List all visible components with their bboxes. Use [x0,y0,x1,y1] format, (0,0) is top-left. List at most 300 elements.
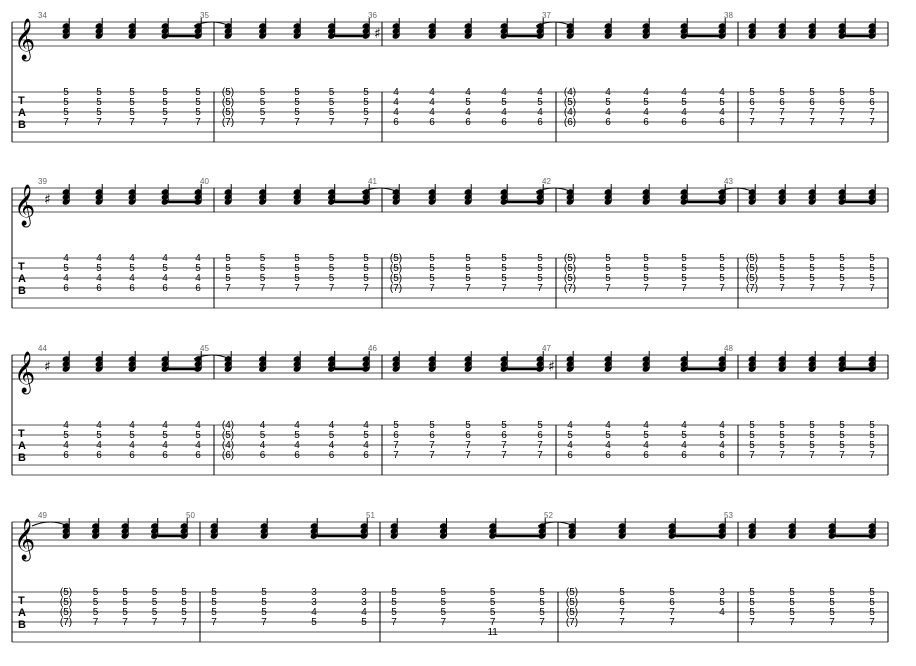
fret-number: 5 [681,97,687,108]
fret-number: 7 [809,283,815,294]
fret-number: 5 [129,263,135,274]
fret-number: 5 [328,97,335,108]
fret-number: 4 [643,107,649,118]
fret-number: 5 [363,97,369,108]
fret-number: (5) [221,97,235,108]
fret-number: (5) [221,87,235,98]
fret-number: 5 [63,107,69,118]
fret-number: 5 [96,263,102,274]
fret-number: (5) [563,97,577,108]
fret-number: 5 [869,597,875,608]
fret-number: 4 [129,253,135,264]
fret-number: 5 [440,597,447,608]
fret-number: (5) [221,430,235,441]
fret-number: 5 [643,430,649,441]
fret-number: 7 [261,617,267,628]
fret-number: 5 [151,587,158,598]
fret-number: 7 [809,117,815,128]
fret-number: 7 [465,283,471,294]
fret-number: 5 [195,263,201,274]
measure-number: 53 [724,511,733,520]
fret-number: 4 [129,420,135,431]
fret-number: 6 [465,430,471,441]
fret-number: 5 [328,273,335,284]
fret-number: 7 [779,450,785,461]
measure-number: 48 [724,344,733,353]
fret-number: 5 [122,607,128,618]
fret-number: 4 [363,420,369,431]
fret-number: 5 [501,420,507,431]
fret-number: 5 [294,430,300,441]
fret-number: 5 [294,107,300,118]
fret-number: 5 [162,97,168,108]
fret-number: 6 [501,430,507,441]
fret-number: 5 [92,597,99,608]
fret-number: 5 [779,273,785,284]
tab-clef-letter: A [18,607,26,619]
fret-number: 6 [162,450,168,461]
tab-clef-letter: T [18,261,25,273]
fret-number: 5 [259,263,266,274]
fret-number: 5 [63,87,69,98]
fret-number: 7 [429,283,435,294]
tab-clef-letter: T [18,595,25,607]
fret-number: 7 [537,450,543,461]
fret-number: (5) [389,273,403,284]
fret-number: 5 [681,253,687,264]
fret-number: 5 [719,597,725,608]
fret-number: 4 [501,107,507,118]
treble-clef-icon: 𝄞 [14,19,36,60]
fret-number: 5 [489,587,496,598]
fret-number: 6 [643,450,649,461]
fret-number: 7 [539,617,545,628]
fret-number: 7 [681,283,687,294]
fret-number: 4 [567,420,573,431]
fret-number: 5 [311,617,317,628]
fret-number: 6 [537,430,543,441]
fret-number: 4 [719,440,725,451]
fret-number: 7 [869,283,875,294]
fret-number: 4 [195,273,201,284]
fret-number: 5 [539,597,545,608]
fret-number: 4 [393,107,399,118]
fret-number: 5 [869,87,875,98]
fret-number: 5 [363,107,369,118]
fret-number: 5 [391,607,397,618]
fret-number: 3 [311,597,317,608]
fret-number: 7 [129,117,135,128]
fret-number: 7 [440,617,447,628]
fret-number: 4 [429,97,435,108]
fret-number: 4 [129,440,135,451]
sharp-icon: ♯ [44,192,51,208]
fret-number: 7 [537,440,543,451]
fret-number: 5 [619,587,625,598]
fret-number: 5 [328,253,335,264]
fret-number: 5 [162,263,168,274]
fret-number: 5 [537,273,543,284]
sharp-icon: ♯ [548,359,555,375]
fret-number: 7 [151,617,158,628]
fret-number: 7 [181,617,187,628]
fret-number: 5 [643,97,649,108]
measure-number: 51 [366,511,375,520]
fret-number: 5 [779,420,785,431]
measure-number: 44 [38,344,47,353]
fret-number: 5 [809,430,815,441]
fret-number: 7 [363,283,369,294]
fret-number: 5 [779,440,785,451]
fret-number: 5 [809,273,815,284]
fret-number: 5 [328,263,335,274]
measure-number: 52 [544,511,553,520]
fret-number: 5 [809,87,815,98]
fret-number: 5 [440,587,447,598]
fret-number: 5 [869,263,875,274]
fret-number: 5 [259,97,266,108]
fret-number: 5 [789,607,795,618]
fret-number: 7 [779,107,785,118]
fret-number: 5 [294,97,300,108]
fret-number: 4 [605,87,611,98]
fret-number: 3 [311,587,317,598]
fret-number: 7 [605,283,611,294]
fret-number: 7 [328,117,335,128]
fret-number: 5 [151,607,158,618]
fret-number: 7 [96,117,102,128]
fret-number: 5 [363,430,369,441]
fret-number: 5 [129,107,135,118]
fret-number: 4 [567,440,573,451]
tab-clef-letter: B [18,619,26,631]
fret-number: 4 [63,440,69,451]
fret-number: 5 [681,263,687,274]
fret-number: 6 [195,283,201,294]
fret-number: 5 [63,263,69,274]
fret-number: (5) [565,597,579,608]
fret-number: 5 [195,430,201,441]
fret-number: 7 [749,617,755,628]
fret-number: 5 [489,607,496,618]
fret-number: 5 [363,87,369,98]
fret-number: (4) [563,87,577,98]
fret-number: 7 [259,117,266,128]
fret-number: 5 [537,420,543,431]
fret-number: 5 [225,263,231,274]
fret-number: 6 [328,450,335,461]
treble-clef-icon: 𝄞 [14,185,36,226]
fret-number: 6 [643,117,649,128]
fret-number: 6 [294,450,300,461]
fret-number: 7 [869,450,875,461]
fret-number: (7) [59,617,73,628]
fret-number: 4 [643,87,649,98]
fret-number: 4 [328,440,335,451]
fret-number: 5 [363,273,369,284]
fret-number: 5 [749,420,755,431]
fret-number: 5 [429,263,435,274]
fret-number: 5 [181,587,187,598]
fret-number: (5) [389,263,403,274]
fret-number: (5) [565,607,579,618]
fret-number: 6 [567,450,573,461]
fret-number: 6 [96,450,102,461]
fret-number: 4 [537,87,543,98]
system [12,11,888,142]
fret-number: 5 [294,87,300,98]
system [12,344,888,475]
measure-number: 41 [368,177,377,186]
fret-number: 4 [162,440,168,451]
fret-number: 5 [96,87,102,98]
fret-number: 5 [162,87,168,98]
fret-number: 6 [869,97,875,108]
fret-number: 4 [162,253,168,264]
fret-number: 5 [539,587,545,598]
fret-number: 4 [465,87,471,98]
fret-number: 6 [537,117,543,128]
fret-number: 5 [181,597,187,608]
fret-number: (5) [59,607,73,618]
fret-number: 5 [537,97,543,108]
fret-number: (5) [563,253,577,264]
tab-clef-letter: B [18,285,26,297]
fret-number: 6 [429,117,435,128]
fret-number: 5 [567,430,573,441]
fret-number: 4 [63,273,69,284]
fret-number: 5 [465,273,471,284]
fret-number: 5 [96,97,102,108]
fret-number: 5 [162,107,168,118]
fret-number: 3 [719,587,725,598]
fret-number: 5 [122,587,128,598]
fret-number: 7 [749,450,755,461]
fret-number: 7 [294,117,300,128]
fret-number: 5 [151,597,158,608]
fret-number: 5 [537,253,543,264]
fret-number: 6 [839,97,845,108]
fret-number: 5 [779,430,785,441]
fret-number: 4 [537,107,543,118]
measure-number: 50 [186,511,195,520]
fret-number: 6 [195,450,201,461]
fret-number: 7 [749,107,755,118]
fret-number: 4 [681,440,687,451]
fret-number: 5 [839,430,845,441]
fret-number: 5 [429,420,435,431]
fret-number: 7 [809,450,815,461]
fret-number: 6 [501,117,507,128]
sharp-icon: ♯ [44,359,51,375]
fret-number: 5 [501,263,507,274]
fret-number: 5 [465,97,471,108]
fret-number: 4 [681,87,687,98]
fret-number: 5 [211,597,217,608]
fret-number: 5 [839,273,845,284]
fret-number: (7) [389,283,403,294]
fret-number: 4 [96,273,102,284]
fret-number: 5 [429,273,435,284]
fret-number: 5 [129,430,135,441]
fret-number: 5 [779,263,785,274]
fret-number: 4 [465,107,471,118]
fret-number: 7 [537,283,543,294]
fret-number: 5 [789,597,795,608]
fret-number: 5 [605,430,611,441]
fret-number: 5 [669,587,675,598]
fret-number: 5 [789,587,795,598]
fret-number: (6) [221,450,235,461]
fret-number: 5 [391,587,397,598]
fret-number: 11 [487,627,498,638]
fret-number: 5 [605,263,611,274]
tab-clef-letter: A [18,107,26,119]
fret-number: 4 [501,87,507,98]
fret-number: 6 [63,283,69,294]
fret-number: 4 [195,440,201,451]
measure-number: 45 [200,344,209,353]
fret-number: 5 [719,253,725,264]
fret-number: 6 [681,450,687,461]
fret-number: 6 [809,97,815,108]
fret-number: 7 [294,283,300,294]
fret-number: 7 [465,450,471,461]
fret-number: 5 [211,587,217,598]
fret-number: 4 [162,273,168,284]
fret-number: 5 [869,587,875,598]
fret-number: 7 [619,617,625,628]
fret-number: 6 [605,450,611,461]
fret-number: 6 [605,117,611,128]
fret-number: 6 [259,450,266,461]
fret-number: 5 [259,87,266,98]
fret-number: 5 [749,440,755,451]
measure-number: 49 [38,511,47,520]
fret-number: 5 [839,263,845,274]
fret-number: 7 [465,440,471,451]
fret-number: 5 [501,273,507,284]
fret-number: 5 [489,597,496,608]
fret-number: 5 [294,263,300,274]
fret-number: 7 [829,617,835,628]
fret-number: 7 [869,617,875,628]
fret-number: 4 [129,273,135,284]
system [12,177,888,308]
fret-number: 5 [779,87,785,98]
fret-number: 7 [501,440,507,451]
fret-number: 5 [869,273,875,284]
fret-number: 6 [393,430,399,441]
measure-number: 43 [724,177,733,186]
fret-number: 4 [605,420,611,431]
fret-number: 5 [749,87,755,98]
fret-number: 7 [669,617,675,628]
fret-number: 7 [162,117,168,128]
fret-number: 4 [429,107,435,118]
fret-number: 5 [681,273,687,284]
fret-number: 5 [869,430,875,441]
fret-number: 4 [96,253,102,264]
fret-number: 4 [681,420,687,431]
fret-number: 5 [839,253,845,264]
fret-number: (5) [745,253,759,264]
fret-number: 5 [809,420,815,431]
fret-number: 5 [294,253,300,264]
fret-number: (4) [221,440,235,451]
fret-number: 5 [719,97,725,108]
fret-number: 6 [363,450,369,461]
fret-number: 5 [869,253,875,264]
fret-number: 7 [839,107,845,118]
fret-number: 5 [809,253,815,264]
fret-number: 7 [669,607,675,618]
fret-number: 4 [393,97,399,108]
fret-number: 4 [429,87,435,98]
fret-number: 5 [63,97,69,108]
fret-number: 5 [605,273,611,284]
fret-number: 6 [719,117,725,128]
fret-number: 7 [839,117,845,128]
fret-number: 4 [259,420,266,431]
fret-number: 5 [605,97,611,108]
fret-number: 5 [259,273,266,284]
fret-number: (7) [221,117,235,128]
fret-number: 4 [195,420,201,431]
fret-number: 6 [619,597,625,608]
fret-number: 7 [63,117,69,128]
measure-number: 38 [724,11,733,20]
fret-number: 4 [96,440,102,451]
fret-number: 5 [429,253,435,264]
fret-number: 5 [643,253,649,264]
fret-number: 5 [539,607,545,618]
fret-number: 6 [749,97,755,108]
fret-number: 5 [195,97,201,108]
fret-number: 4 [311,607,317,618]
fret-number: 5 [465,263,471,274]
fret-number: 6 [393,117,399,128]
fret-number: (5) [563,263,577,274]
fret-number: 6 [162,283,168,294]
fret-number: 7 [429,450,435,461]
fret-number: 5 [393,420,399,431]
fret-number: 5 [261,587,267,598]
fret-number: 7 [92,617,99,628]
fret-number: 5 [328,107,335,118]
fret-number: 5 [96,107,102,118]
fret-number: 5 [829,607,835,618]
fret-number: 5 [829,587,835,598]
fret-number: 5 [643,273,649,284]
fret-number: 5 [328,430,335,441]
fret-number: 7 [839,283,845,294]
fret-number: 4 [195,253,201,264]
tab-clef-letter: T [18,428,25,440]
treble-clef-icon: 𝄞 [14,519,36,560]
fret-number: 7 [839,450,845,461]
fret-number: 4 [294,440,300,451]
fret-number: 5 [605,253,611,264]
treble-clef-icon: 𝄞 [14,352,36,393]
fret-number: (7) [745,283,759,294]
fret-number: 4 [605,440,611,451]
fret-number: 6 [465,117,471,128]
fret-number: 7 [328,283,335,294]
fret-number: 5 [749,607,755,618]
fret-number: (5) [59,587,73,598]
fret-number: 5 [829,597,835,608]
